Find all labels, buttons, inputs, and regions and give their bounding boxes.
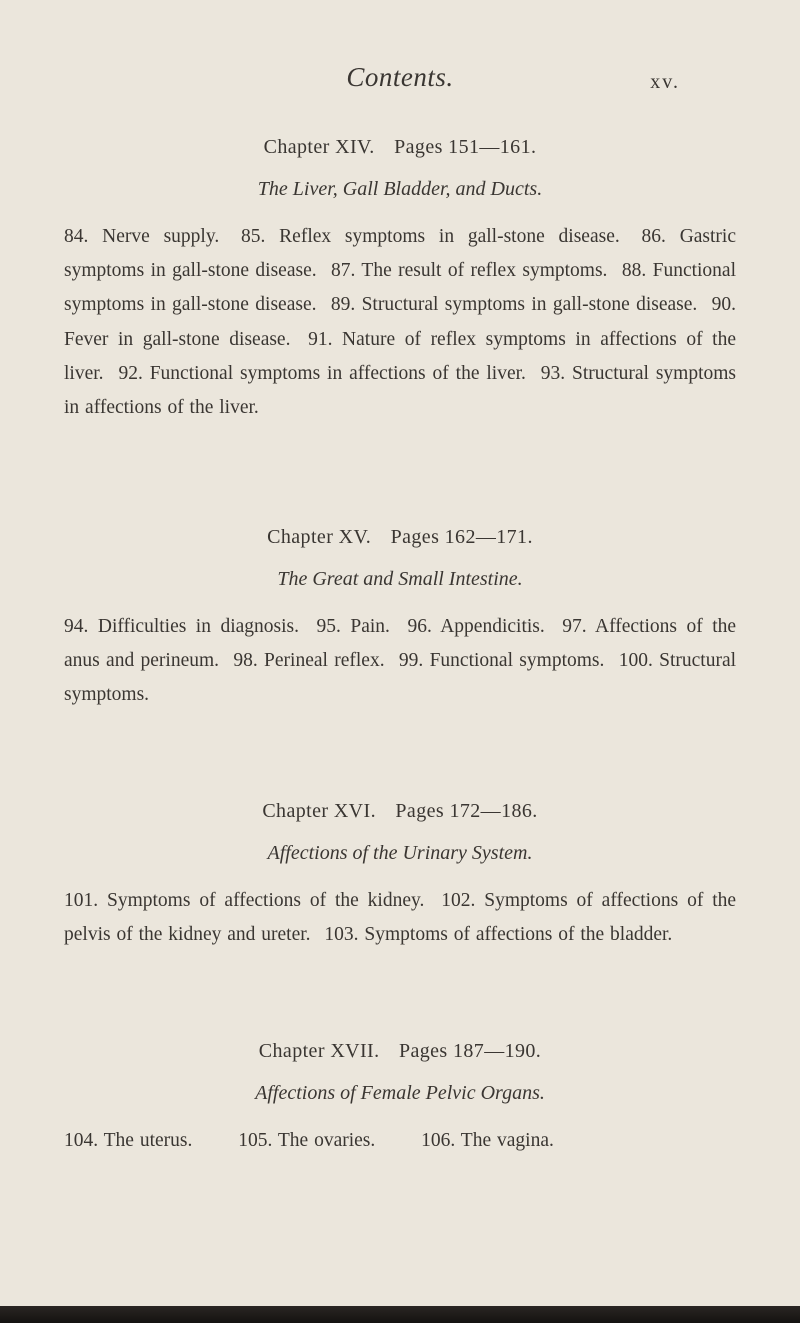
- section-item: 84. Nerve supply.: [64, 226, 220, 247]
- chapter-xvii: [0, 1040, 800, 1158]
- chapter-sections: [0, 884, 800, 952]
- section-item: 93. Structural symptoms in affections of the liver.: [64, 362, 737, 419]
- chapter-heading: [0, 136, 800, 166]
- chapter-pages: Pages 162—171.: [390, 526, 533, 548]
- section-item: 87. The result of reflex symptoms.: [331, 260, 608, 282]
- section-item: 99. Functional symptoms.: [398, 650, 605, 672]
- section-item: 95. Pain.: [316, 616, 390, 637]
- chapter-label: Chapter: [258, 1040, 325, 1062]
- section-item: 102. Symptoms of affections of the pelvis of the kidney and ureter.: [64, 890, 737, 946]
- section-item: 101. Symptoms of affections of the kidney.: [64, 890, 425, 911]
- section-item: 91. Nature of reflex symptoms in affections of the liver.: [64, 328, 736, 384]
- section-item: 100. Structural symptoms.: [64, 650, 737, 706]
- section-item: 104. The uterus.: [64, 1130, 193, 1151]
- chapter-numeral: XIV.: [335, 136, 375, 158]
- section-item: 97. Affections of the anus and perineum.: [64, 616, 737, 672]
- chapter-numeral: XV.: [338, 526, 372, 548]
- section-item: 105. The ovaries.: [238, 1130, 376, 1151]
- chapter-heading: [0, 1040, 800, 1070]
- chapter-numeral: XVI.: [333, 800, 376, 822]
- chapter-xvi: [0, 800, 800, 952]
- running-title: Contents.: [346, 62, 454, 92]
- section-item: 88. Functional symptoms in gall-stone disease.: [64, 260, 737, 316]
- section-item: 85. Reflex symptoms in gall-stone disease.: [241, 226, 620, 247]
- chapter-subtitle: The Great and Small Intestine.: [277, 568, 523, 590]
- chapter-label: Chapter: [263, 136, 330, 158]
- chapter-label: Chapter: [267, 526, 334, 548]
- chapter-subtitle: Affections of Female Pelvic Organs.: [255, 1082, 545, 1104]
- section-item: 94. Difficulties in diagnosis.: [64, 616, 300, 637]
- section-item: 96. Appendicitis.: [407, 616, 545, 637]
- section-item: 86. Gastric symptoms in gall-stone disease.: [64, 226, 737, 282]
- chapter-xiv: [0, 136, 800, 425]
- chapter-numeral: XVII.: [330, 1040, 380, 1062]
- chapter-sections: [0, 1124, 800, 1158]
- chapter-sections: [0, 610, 800, 713]
- chapter-pages: Pages 187—190.: [398, 1040, 542, 1062]
- chapter-sections: [0, 220, 800, 425]
- section-item: 90. Fever in gall-stone disease.: [64, 294, 737, 350]
- chapter-heading: [0, 526, 800, 556]
- page-header: [0, 62, 800, 102]
- chapter-subtitle: Affections of the Urinary System.: [267, 842, 533, 864]
- section-item: 103. Symptoms of affections of the bladder.: [324, 924, 673, 946]
- chapter-xv: [0, 526, 800, 713]
- page-number: xv.: [650, 71, 680, 93]
- section-item: 89. Structural symptoms in gall-stone disease.: [330, 294, 698, 316]
- chapter-heading: [0, 800, 800, 830]
- chapter-pages: Pages 172—186.: [395, 800, 538, 822]
- chapter-label: Chapter: [262, 800, 329, 822]
- chapter-subtitle: The Liver, Gall Bladder, and Ducts.: [257, 178, 543, 200]
- section-item: 106. The vagina.: [421, 1130, 554, 1151]
- page-bottom-edge: [0, 1306, 800, 1323]
- chapter-pages: Pages 151—161.: [394, 136, 537, 158]
- section-item: 98. Perineal reflex.: [233, 650, 385, 672]
- section-item: 92. Functional symptoms in affections of the liver.: [118, 362, 526, 384]
